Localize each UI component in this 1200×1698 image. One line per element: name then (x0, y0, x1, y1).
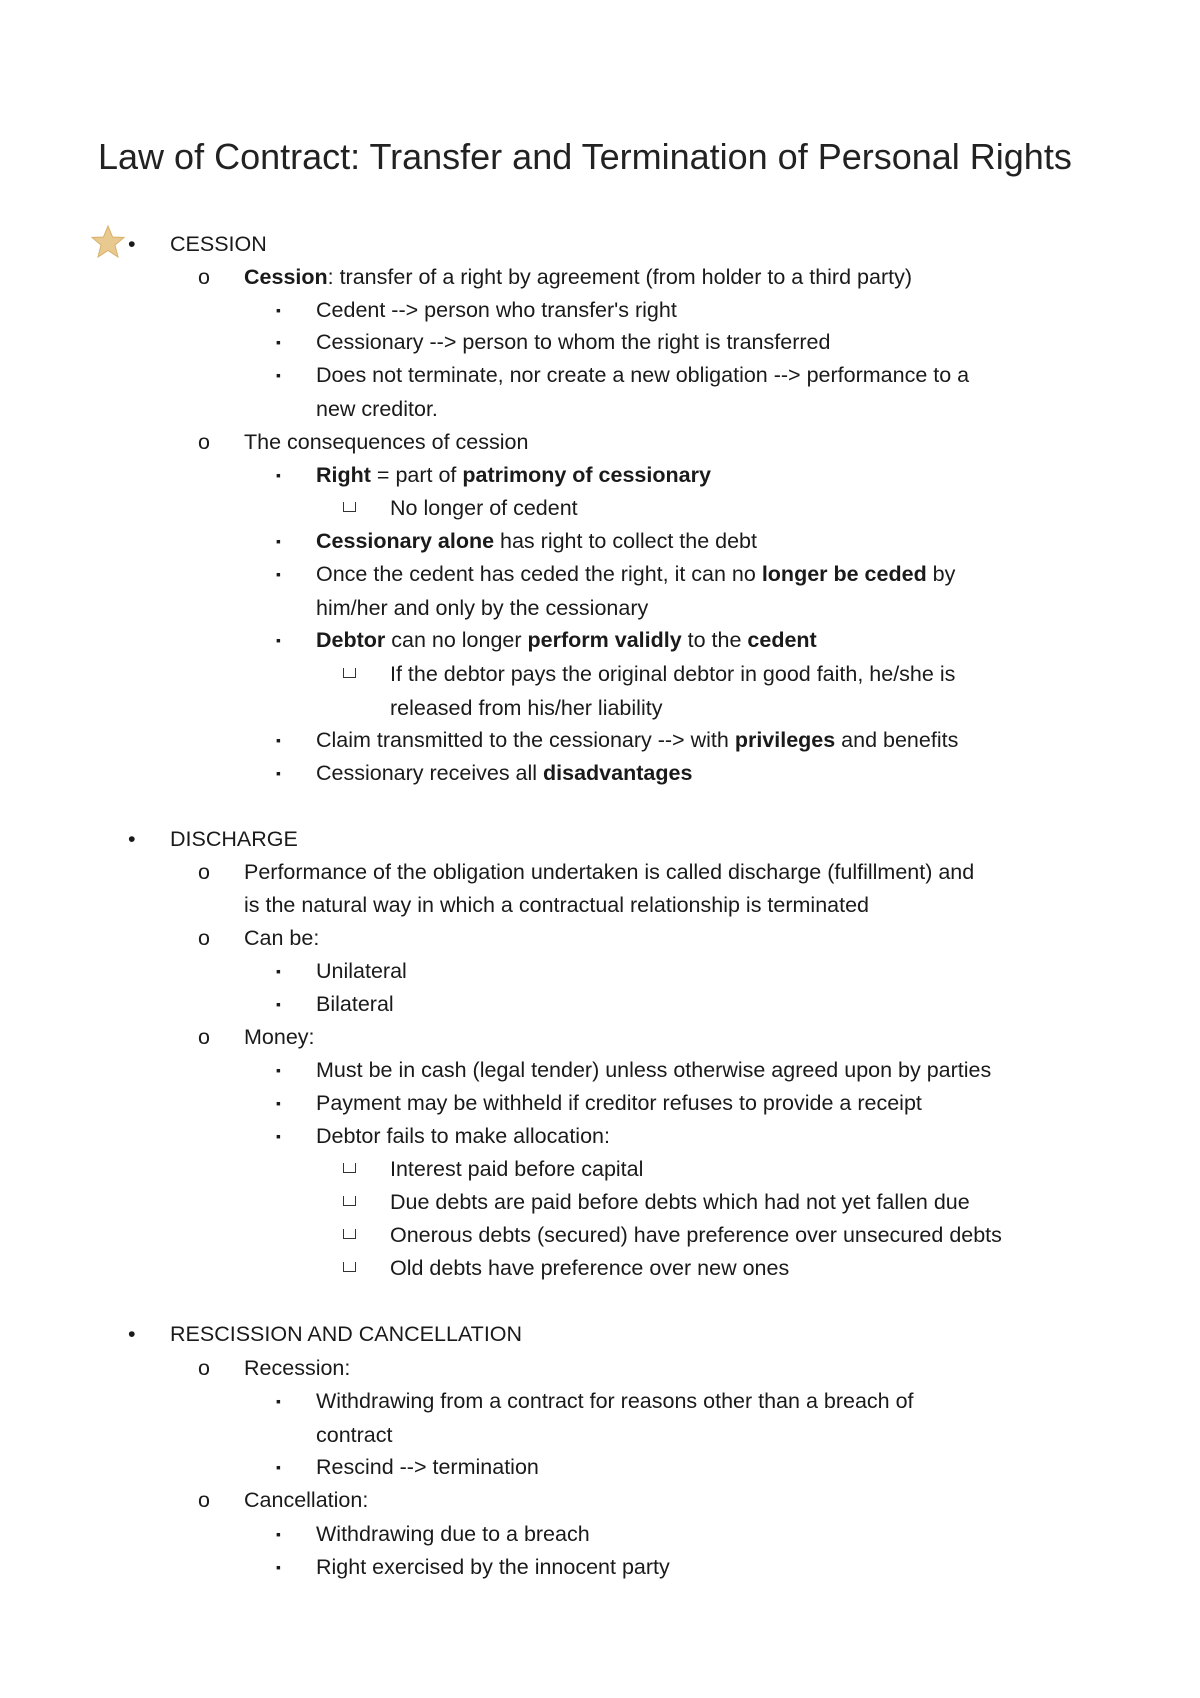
performance-item-cont: is the natural way in which a contractual relationship is terminated (244, 893, 870, 917)
bullet-l2: o (198, 430, 210, 454)
box-bullet-icon (343, 502, 356, 512)
unilateral-item: Unilateral (316, 959, 407, 983)
debtor-text-2: to the (681, 628, 748, 652)
bullet-l3: ▪ (276, 302, 281, 318)
right-term: Right (316, 463, 371, 487)
box-bullet-icon (343, 668, 356, 678)
bullet-l3: ▪ (276, 1128, 281, 1144)
innocent-party-item: Right exercised by the innocent party (316, 1555, 670, 1579)
withheld-item: Payment may be withheld if creditor refuses to provide a receipt (316, 1091, 922, 1115)
longer-ceded-term: longer be ceded (761, 562, 927, 586)
section-heading-discharge: DISCHARGE (170, 827, 298, 851)
once-ceded-text: Once the cedent has ceded the right, it can no (316, 562, 762, 586)
no-longer-item: No longer of cedent (390, 496, 578, 520)
bullet-l3: ▪ (276, 1062, 281, 1078)
star-icon (90, 224, 126, 260)
bullet-l3: ▪ (276, 1526, 281, 1542)
withdraw-item: Withdrawing from a contract for reasons other than a breach of (316, 1389, 914, 1413)
box-bullet-icon (343, 1196, 356, 1206)
bullet-l2: o (198, 1488, 210, 1512)
bullet-l1: • (128, 1322, 136, 1346)
bullet-l1: • (128, 232, 136, 256)
old-debts-item: Old debts have preference over new ones (390, 1256, 790, 1280)
debtor-text: can no longer (385, 628, 528, 652)
cedent-item: Cedent --> person who transfer's right (316, 298, 677, 322)
right-text: = part of (370, 463, 463, 487)
bullet-l3: ▪ (276, 566, 281, 582)
bullet-l3: ▪ (276, 963, 281, 979)
performance-item: Performance of the obligation undertaken is called discharge (fulfillment) and (244, 860, 975, 884)
bullet-l3: ▪ (276, 732, 281, 748)
once-ceded-item-cont: him/her and only by the cessionary (316, 596, 649, 620)
privileges-term: privileges (734, 728, 836, 752)
bullet-l3: ▪ (276, 533, 281, 549)
cash-item: Must be in cash (legal tender) unless otherwise agreed upon by parties (316, 1058, 992, 1082)
claim-text: Claim transmitted to the cessionary --> with (316, 728, 735, 752)
no-terminate-item-cont: new creditor. (316, 397, 438, 421)
bullet-l3: ▪ (276, 1393, 281, 1409)
once-ceded-by: by (926, 562, 956, 586)
bullet-l1: • (128, 827, 136, 851)
right-item (316, 459, 711, 492)
bullet-l3: ▪ (276, 1095, 281, 1111)
disadvantages-item (316, 757, 692, 790)
box-bullet-icon (343, 1163, 356, 1173)
interest-item: Interest paid before capital (390, 1157, 644, 1181)
bullet-l3: ▪ (276, 334, 281, 350)
bullet-l3: ▪ (276, 367, 281, 383)
bullet-l3: ▪ (276, 1559, 281, 1575)
cessionary-item: Cessionary --> person to whom the right is transferred (316, 330, 831, 354)
once-ceded-item (316, 558, 955, 591)
allocation-item: Debtor fails to make allocation: (316, 1124, 610, 1148)
withdraw-item-cont: contract (316, 1423, 393, 1447)
rescind-item: Rescind --> termination (316, 1455, 539, 1479)
section-heading-cession: CESSION (170, 232, 267, 256)
onerous-item: Onerous debts (secured) have preference over unsecured debts (390, 1223, 1002, 1247)
page-title: Law of Contract: Transfer and Termination of Personal Rights (98, 136, 1072, 177)
consequences-heading: The consequences of cession (244, 430, 529, 454)
cessionary-alone-term: Cessionary alone (316, 529, 495, 553)
bullet-l2: o (198, 926, 210, 950)
bullet-l3: ▪ (276, 467, 281, 483)
disadvantages-term: disadvantages (543, 761, 693, 785)
recession-heading: Recession: (244, 1356, 351, 1380)
box-bullet-icon (343, 1229, 356, 1239)
bilateral-item: Bilateral (316, 992, 394, 1016)
due-debts-item: Due debts are paid before debts which had not yet fallen due (390, 1190, 970, 1214)
claim-item (316, 724, 958, 757)
bullet-l3: ▪ (276, 765, 281, 781)
money-heading: Money: (244, 1025, 315, 1049)
breach-item: Withdrawing due to a breach (316, 1522, 590, 1546)
patrimony-term: patrimony of cessionary (462, 463, 711, 487)
bullet-l2: o (198, 1025, 210, 1049)
debtor-term: Debtor (316, 628, 386, 652)
bullet-l2: o (198, 265, 210, 289)
cedent-term: cedent (747, 628, 817, 652)
cession-term: Cession (244, 265, 328, 289)
box-bullet-icon (343, 1262, 356, 1272)
bullet-l2: o (198, 860, 210, 884)
good-faith-item: If the debtor pays the original debtor in good faith, he/she is (390, 662, 956, 686)
section-heading-rescission: RESCISSION AND CANCELLATION (170, 1322, 523, 1346)
bullet-l3: ▪ (276, 632, 281, 648)
debtor-item (316, 624, 817, 657)
no-terminate-item: Does not terminate, nor create a new obligation --> performance to a (316, 363, 970, 387)
cessionary-alone-text: has right to collect the debt (494, 529, 757, 553)
bullet-l3: ▪ (276, 1459, 281, 1475)
perform-validly-term: perform validly (527, 628, 682, 652)
good-faith-item-cont: released from his/her liability (390, 696, 663, 720)
bullet-l2: o (198, 1356, 210, 1380)
cancellation-heading: Cancellation: (244, 1488, 369, 1512)
can-be-heading: Can be: (244, 926, 320, 950)
cession-definition (244, 261, 912, 294)
bullet-l3: ▪ (276, 996, 281, 1012)
receives-text: Cessionary receives all (316, 761, 544, 785)
cessionary-alone-item (316, 525, 757, 558)
cession-definition-text: : transfer of a right by agreement (from holder to a third party) (327, 265, 912, 289)
claim-text-2: and benefits (835, 728, 959, 752)
